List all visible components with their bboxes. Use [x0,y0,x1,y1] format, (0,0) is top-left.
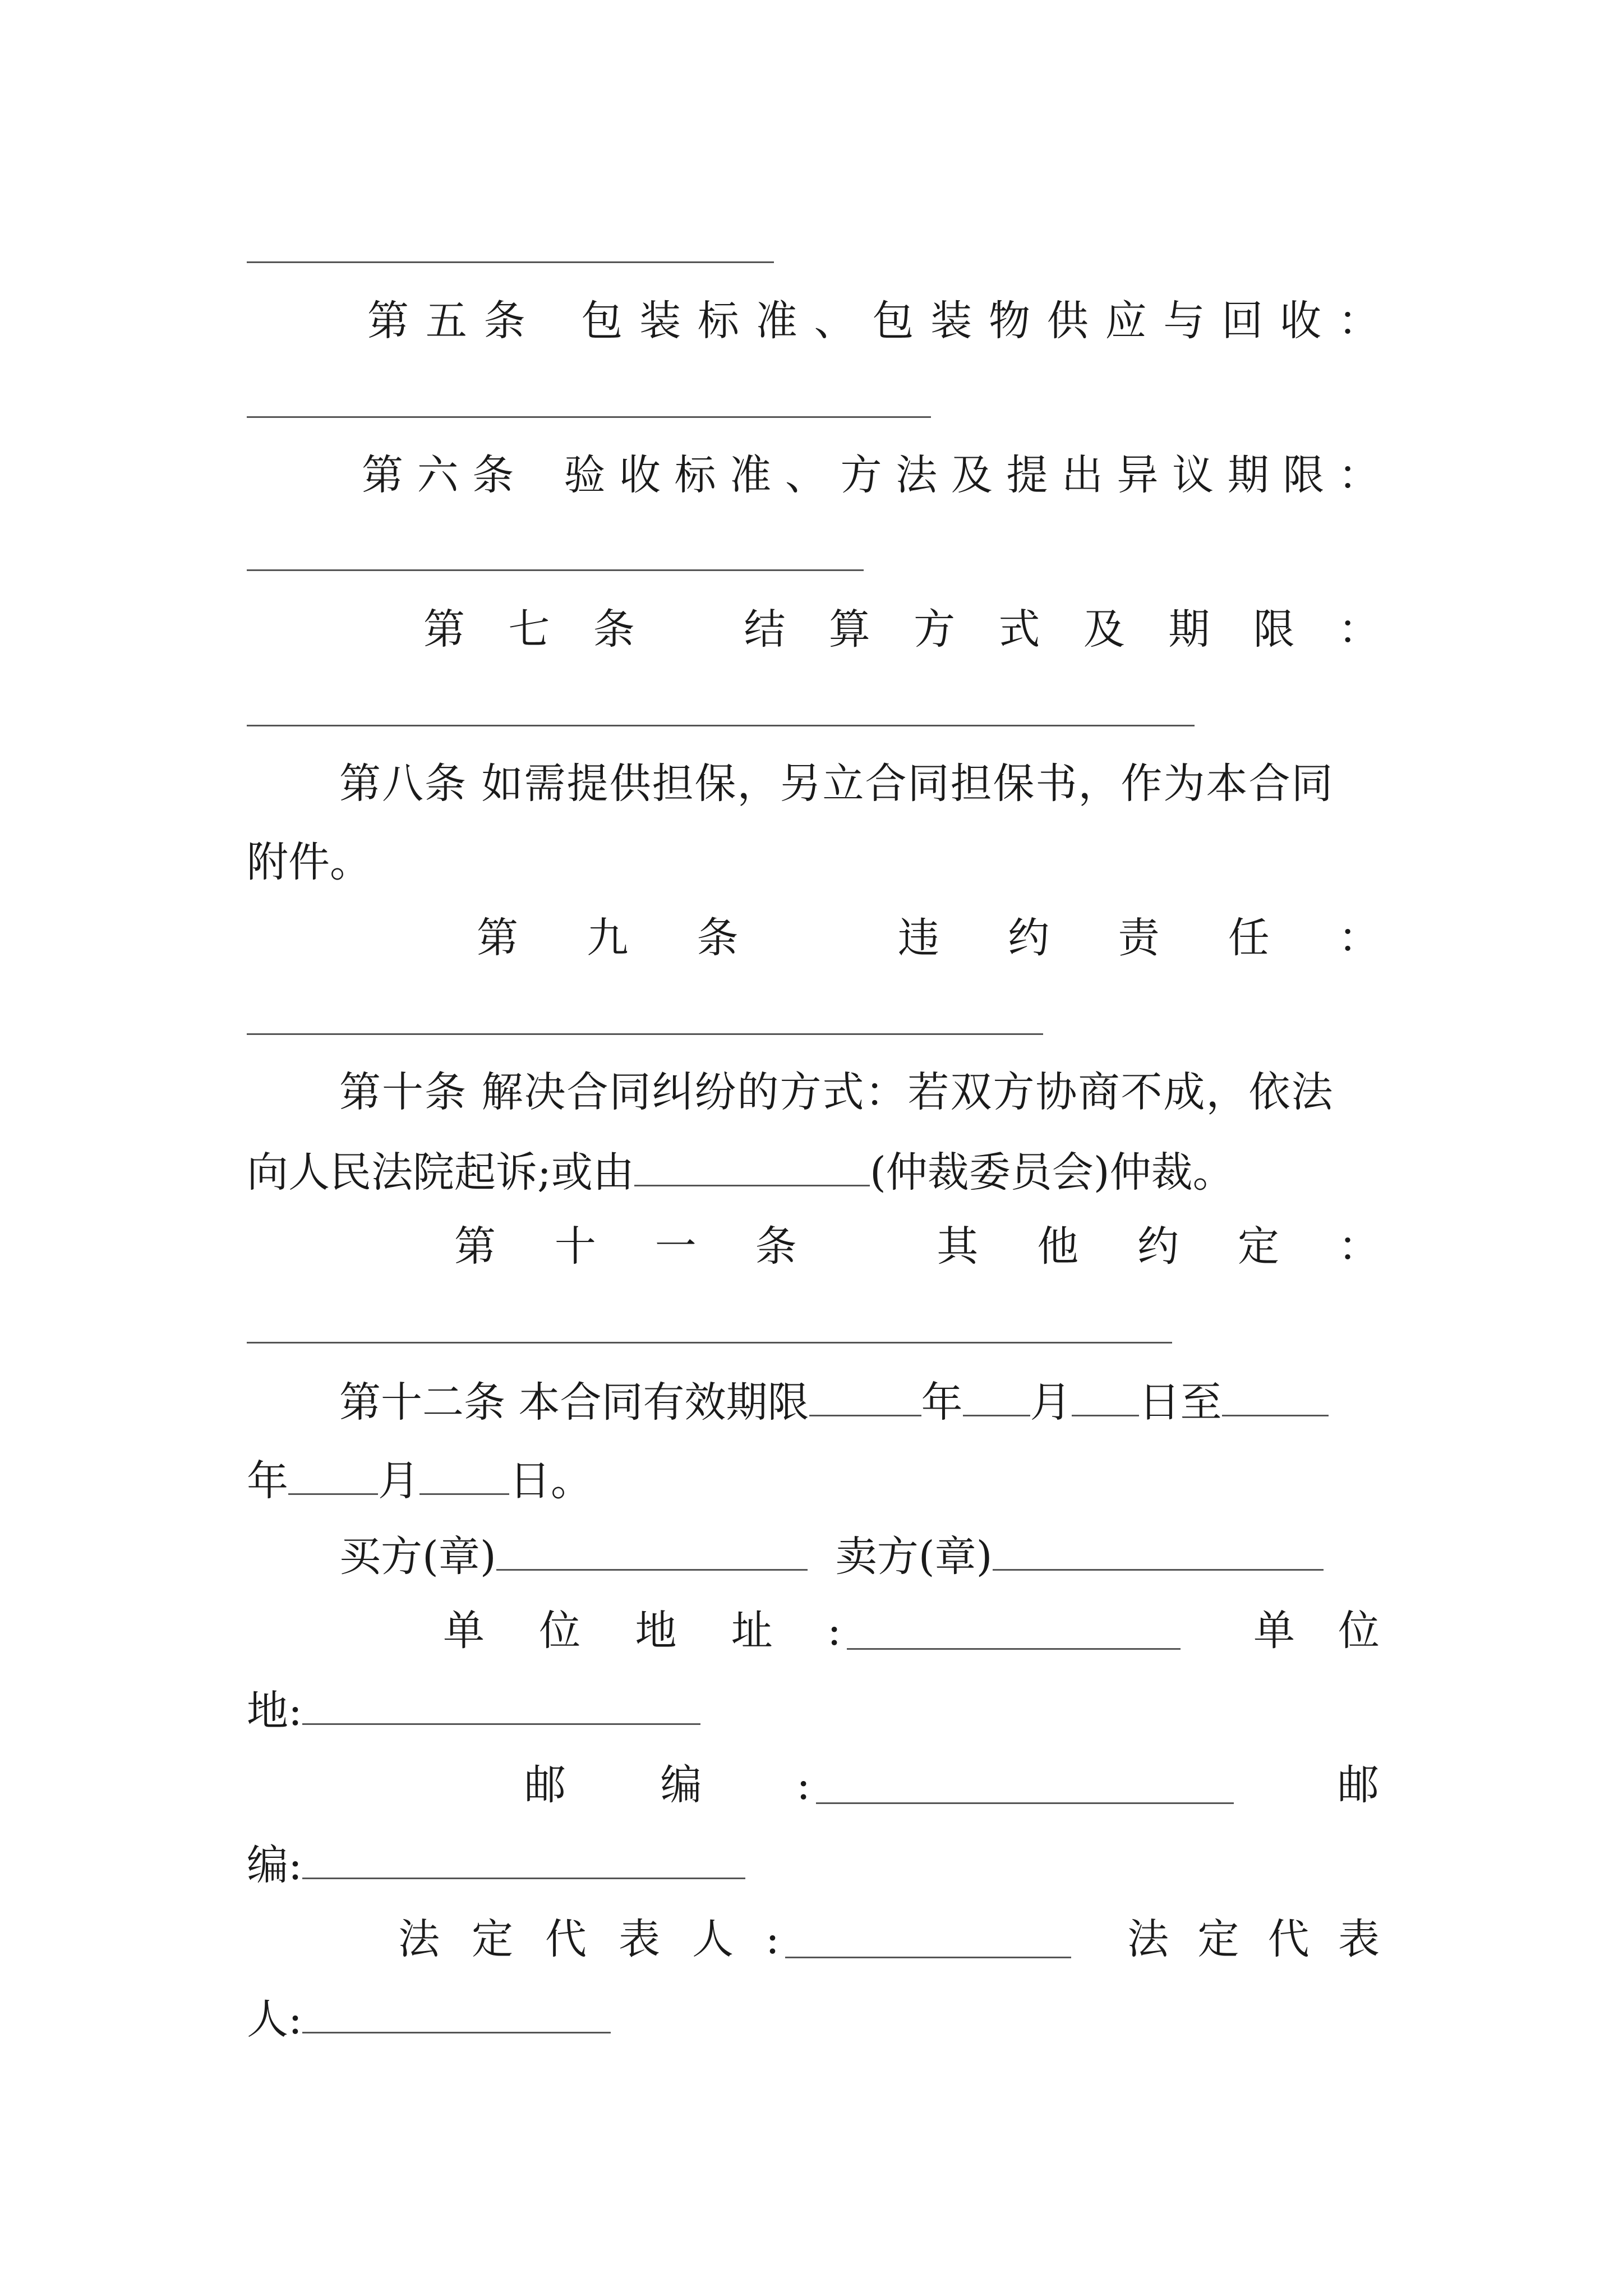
char: 、 [785,451,827,499]
char: ： [1338,914,1380,962]
char: 装 [930,297,972,345]
char: 第 [477,914,518,962]
char: ： [1338,605,1380,654]
seller-address-label [1253,1607,1380,1655]
representative-line-2 [247,1995,611,2044]
char: 法 [1127,1915,1169,1963]
char: 式 [998,605,1040,654]
article-10-line-2 [247,1148,1234,1197]
char: 条 [697,914,739,962]
start-day-blank[interactable] [1072,1380,1139,1416]
char: 装 [639,297,681,345]
char: 收 [1280,297,1321,345]
seller-zip-blank[interactable] [302,1843,745,1879]
char: 出 [1061,451,1103,499]
article-10-text-b: (仲裁委员会)仲裁。 [869,1148,1234,1197]
fill-in-line [247,416,931,418]
month-label: 月 [1030,1378,1072,1427]
end-month-blank[interactable] [288,1458,378,1495]
seller-representative-blank[interactable] [302,1997,611,2033]
article-12-line-1 [339,1378,1329,1427]
char: 法 [398,1915,440,1963]
char: 九 [587,914,629,962]
month-label: 月 [378,1457,419,1505]
char: 五 [425,297,467,345]
char: 异 [1117,451,1159,499]
char: 包 [581,297,623,345]
char: 表 [1338,1915,1380,1963]
char: ： [1338,451,1380,499]
char: 第 [367,297,409,345]
article-8-line-2: 附件。 [247,838,371,886]
char [528,454,550,496]
char: 人 [692,1915,734,1963]
char: 邮 [524,1761,566,1809]
char: 编 [660,1761,702,1809]
char: 第 [454,1222,496,1271]
char: 限 [1253,605,1295,654]
char: 条 [593,605,635,654]
char: 验 [564,451,606,499]
char: 代 [1267,1915,1310,1963]
char [542,300,564,342]
end-year-blank[interactable] [1222,1380,1329,1416]
char: 任 [1228,914,1270,962]
buyer-zip-blank[interactable] [816,1768,1234,1804]
address-line [443,1607,841,1655]
buyer-label: 买方(章) [339,1533,496,1581]
char: 条 [483,297,525,345]
char: 法 [896,451,938,499]
char: 期 [1168,605,1210,654]
char: : [796,1761,810,1809]
seller-label: 卖方(章) [835,1533,993,1581]
char: 与 [1163,297,1205,345]
char: 准 [730,451,772,499]
char [678,609,700,650]
char: 包 [872,297,914,345]
fill-in-line [247,569,864,571]
char: 期 [1227,451,1269,499]
char: 其 [937,1222,979,1271]
char: 约 [1137,1222,1179,1271]
fill-in-line [247,1033,1043,1035]
article-6-heading [362,451,1380,499]
day-to-label: 日至 [1138,1378,1222,1427]
seller-zip-label: 邮 [1338,1761,1379,1809]
article-12-line-2 [247,1457,592,1505]
seller-representative-label [1127,1915,1380,1963]
char: 、 [814,297,856,345]
article-5-heading [367,297,1380,345]
address-cont-label: 地: [247,1687,302,1735]
char: : [766,1915,780,1963]
char: ： [1338,297,1380,345]
char: 约 [1008,914,1050,962]
start-year-blank[interactable] [809,1380,921,1416]
char: 标 [674,451,716,499]
seller-address-blank[interactable] [302,1688,700,1725]
article-11-heading [454,1222,1380,1271]
char: 应 [1105,297,1147,345]
char: 位 [539,1607,581,1655]
char: 提 [1006,451,1048,499]
char: 议 [1172,451,1214,499]
char: 条 [755,1222,797,1271]
char: 一 [654,1222,697,1271]
char: 条 [472,451,514,499]
day-end-label: 日。 [509,1457,592,1505]
char: 第 [362,451,403,499]
char: 位 [1338,1607,1380,1655]
char: 定 [1197,1915,1239,1963]
char: 方 [914,605,956,654]
char: 违 [898,914,939,962]
fill-in-line [247,1342,1172,1343]
article-8-line-1: 第八条 如需提供担保，另立合同担保书，作为本合同 [339,760,1334,808]
zip-cont-label: 编: [247,1841,302,1889]
char: 结 [744,605,786,654]
buyer-representative-blank[interactable] [785,1922,1071,1958]
article-10-line-1: 第十条 解决合同纠纷的方式：若双方协商不成，依法 [339,1068,1334,1116]
char: 七 [508,605,550,654]
fill-in-line [247,261,774,263]
representative-line [398,1915,780,1963]
fill-in-line [247,725,1195,726]
char: 第 [423,605,465,654]
char: 及 [951,451,993,499]
buyer-address-blank[interactable] [847,1613,1181,1650]
char: 单 [1253,1607,1295,1655]
char: 单 [443,1607,485,1655]
char: 责 [1118,914,1160,962]
char [807,917,829,959]
char: 定 [1238,1222,1279,1271]
char: 六 [417,451,459,499]
char: 址 [731,1607,773,1655]
char [856,1226,878,1267]
char: 定 [472,1915,513,1963]
char: 标 [697,297,739,345]
start-month-blank[interactable] [963,1380,1030,1416]
article-9-heading [477,914,1380,962]
char: 供 [1046,297,1089,345]
year-label: 年 [921,1378,963,1427]
article-10-text-a: 向人民法院起诉;或由 [247,1148,634,1197]
char: 方 [840,451,882,499]
char: 算 [828,605,870,654]
char: 收 [619,451,661,499]
article-12-prefix: 第十二条 本合同有效期限 [339,1378,809,1427]
char: 他 [1037,1222,1079,1271]
article-7-heading [423,605,1380,654]
end-day-blank[interactable] [419,1458,509,1495]
char: 表 [619,1915,660,1963]
char: 物 [988,297,1030,345]
buyer-seal-blank[interactable] [496,1534,808,1571]
address-line-2 [247,1687,700,1735]
char: ： [1338,1222,1380,1271]
arbitration-blank[interactable] [634,1150,870,1186]
char: 十 [554,1222,596,1271]
buyer-seller-line [339,1533,1324,1581]
char: : [827,1607,841,1655]
char: 限 [1283,451,1325,499]
char: 准 [755,297,797,345]
char: 回 [1221,297,1264,345]
representative-cont-label: 人: [247,1995,302,2044]
char: 地 [635,1607,677,1655]
char: 代 [545,1915,587,1963]
zip-line [524,1761,810,1809]
seller-seal-blank[interactable] [993,1534,1324,1571]
zip-line-2 [247,1841,745,1889]
year-label: 年 [247,1457,288,1505]
char: 及 [1083,605,1125,654]
